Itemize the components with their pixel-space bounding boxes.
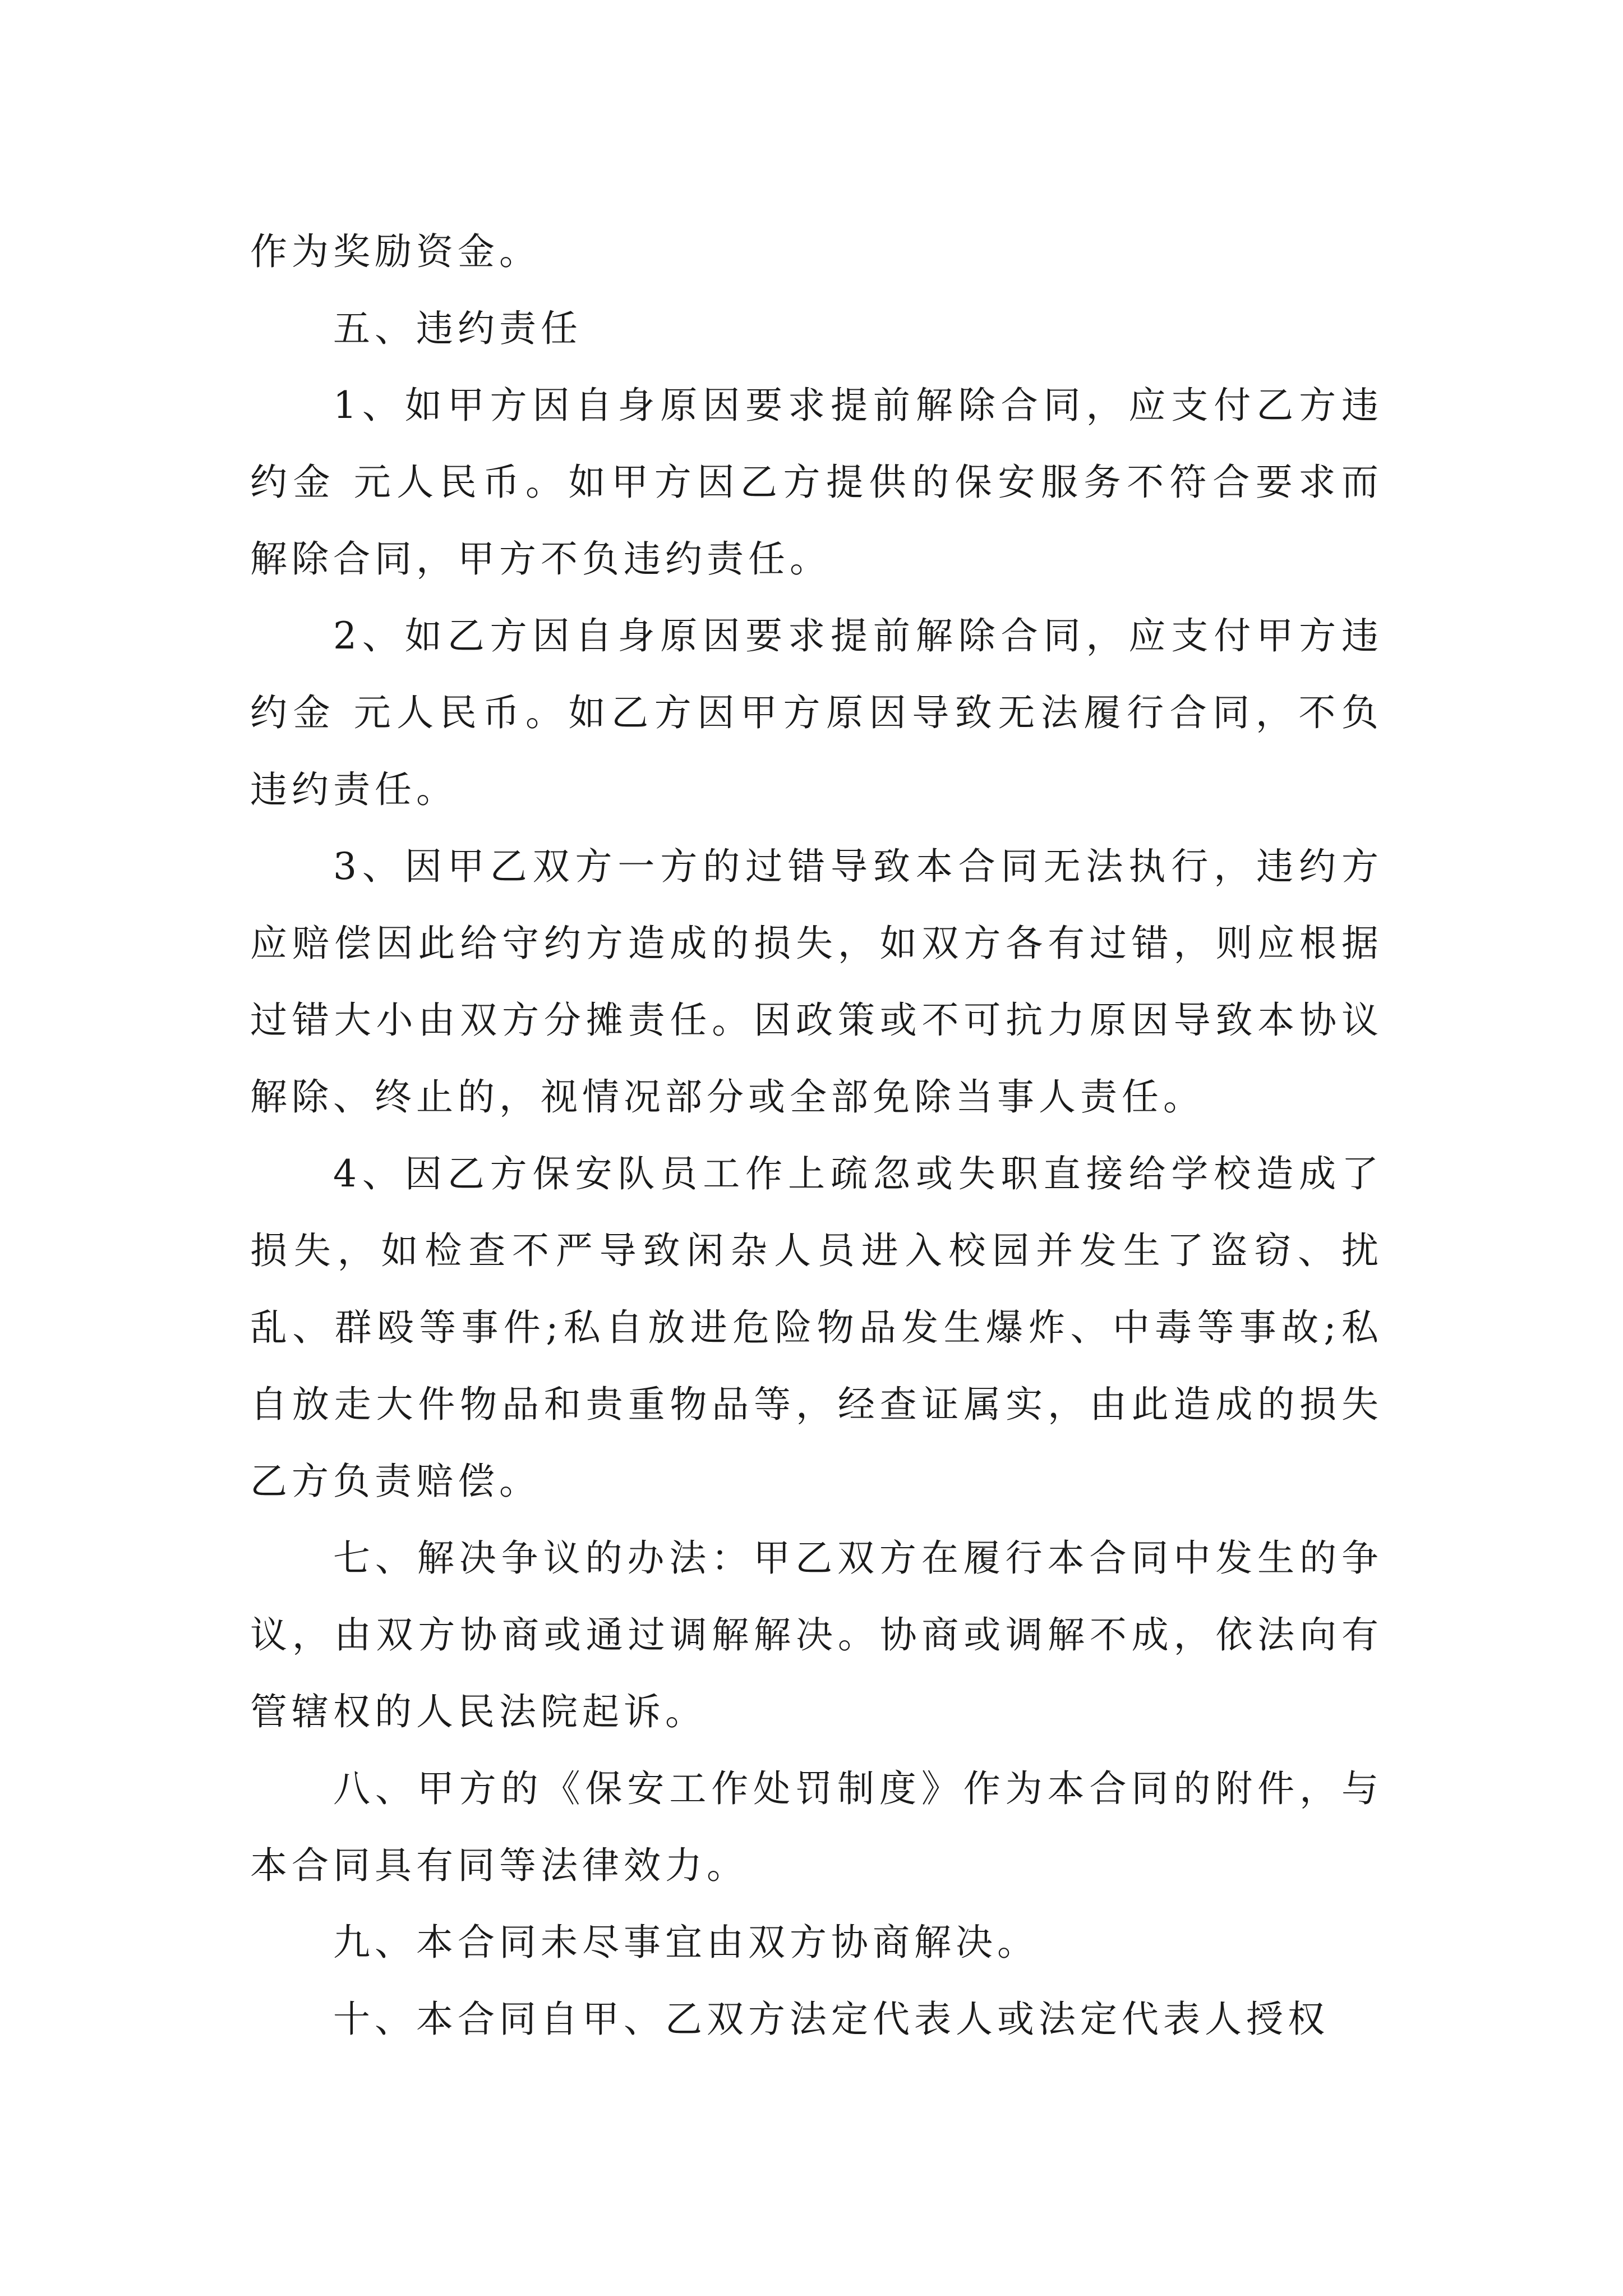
- section-heading-breach-liability: 五、违约责任: [333, 307, 582, 350]
- paragraph-reward-fund: 作为奖励资金。: [250, 230, 541, 273]
- section-attachment: 八、甲方的《保安工作处罚制度》作为本合同的附件，与本合同具有同等法律效力。: [250, 1767, 1383, 1887]
- section-effective-date: 十、本合同自甲、乙双方法定代表人或法定代表人授权: [333, 1998, 1329, 2041]
- document-body: [250, 213, 1383, 2058]
- clause-party-a-termination: 1、如甲方因自身原因要求提前解除合同，应支付乙方违约金 元人民币。如甲方因乙方提供的保安服务不符合要求而解除合同，甲方不负违约责任。: [250, 384, 1383, 581]
- clause-fault-compensation: 3、因甲乙双方一方的过错导致本合同无法执行，违约方应赔偿因此给守约方造成的损失，如双方各有过错，则应根据过错大小由双方分摊责任。因政策或不可抗力原因导致本协议解除、终止的，视情况部分或全部免除当事人责任。: [250, 845, 1383, 1119]
- section-dispute-resolution: 七、解决争议的办法：甲乙双方在履行本合同中发生的争议，由双方协商或通过调解解决。协商或调解不成，依法向有管辖权的人民法院起诉。: [250, 1536, 1383, 1733]
- clause-party-b-termination: 2、如乙方因自身原因要求提前解除合同，应支付甲方违约金 元人民币。如乙方因甲方原因导致无法履行合同，不负违约责任。: [250, 614, 1383, 811]
- section-unresolved-matters: 九、本合同未尽事宜由双方协商解决。: [333, 1921, 1039, 1964]
- clause-guard-negligence: 4、因乙方保安队员工作上疏忽或失职直接给学校造成了损失，如检查不严导致闲杂人员进入校园并发生了盗窃、扰乱、群殴等事件;私自放进危险物品发生爆炸、中毒等事故;私自放走大件物品和贵重物品等，经查证属实，由此造成的损失乙方负责赔偿。: [250, 1152, 1383, 1503]
